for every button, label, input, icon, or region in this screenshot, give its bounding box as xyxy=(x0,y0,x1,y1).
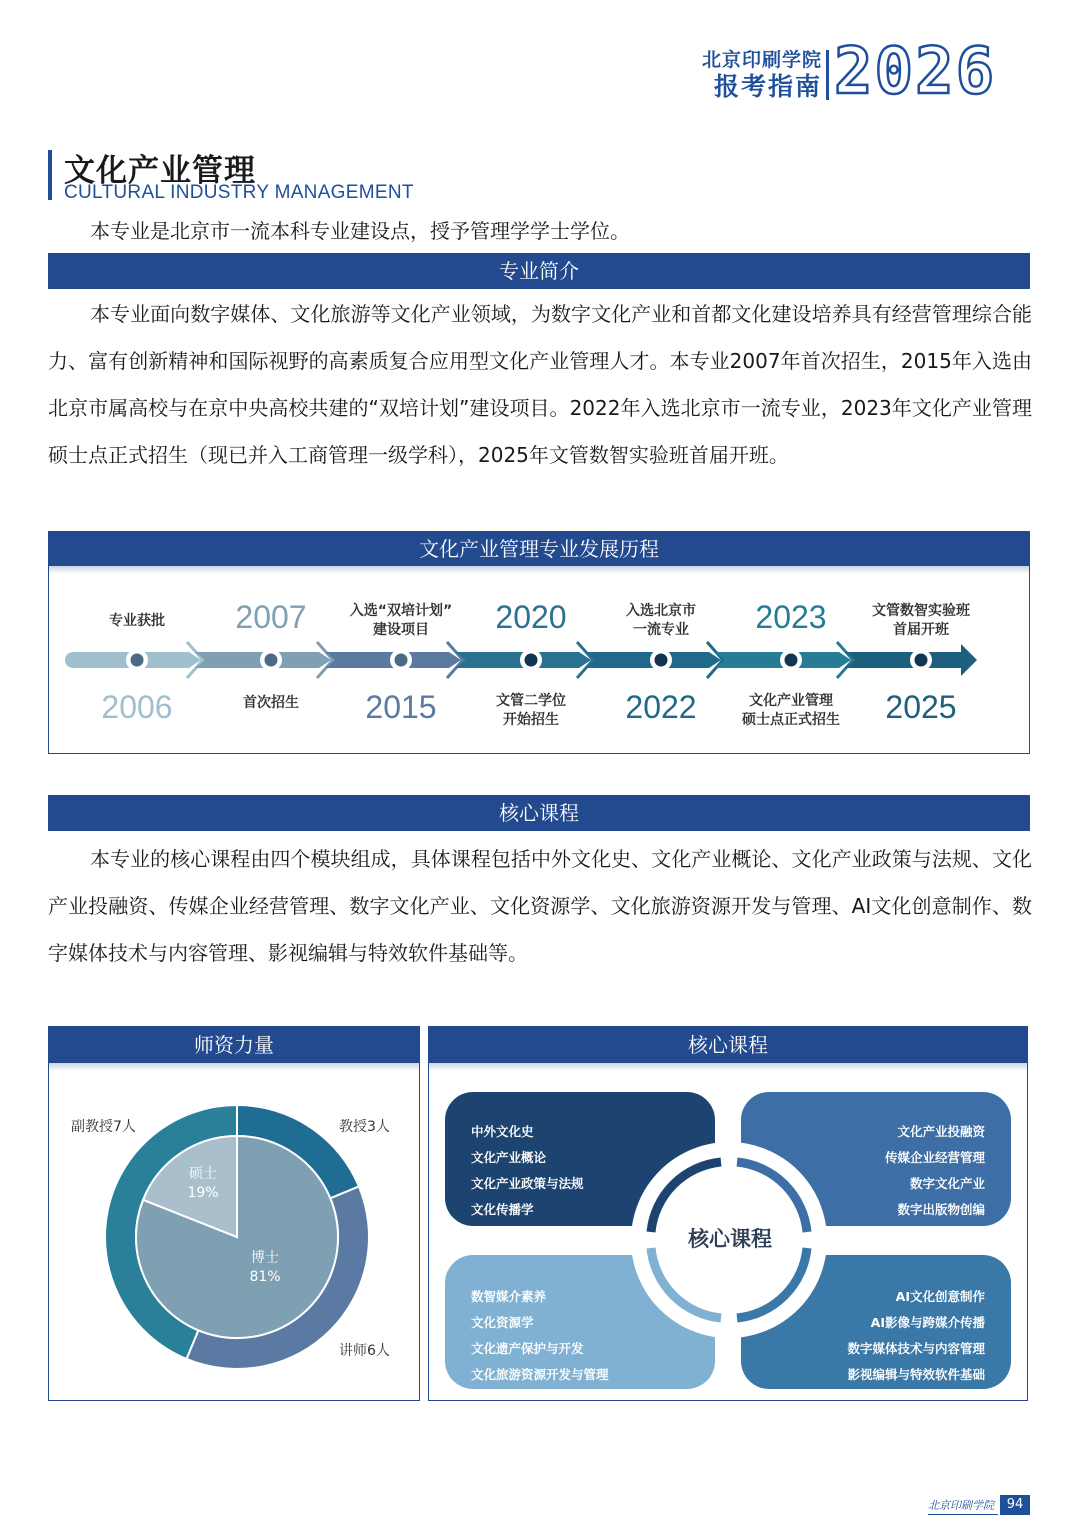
timeline-label-2020: 文管二学位 开始招生 xyxy=(496,693,566,728)
timeline-year-2007: 2007 xyxy=(235,599,307,635)
intro-body-paragraph: 本专业面向数字媒体、文化旅游等文化产业领域，为数字文化产业和首都文化建设培养具有经营管理综合能力、富有创新精神和国际视野的高素质复合应用型文化产业管理人才。本专业2007年首次招生，2015年入选由北京市属高校与在京中央高校共建的“双培计划”建设项目。2022年入选北京市一流专业，2023年文化产业管理硕士点正式招生（现已并入工商管理一级学科），2025年文管数智实验班首届开班。 xyxy=(48,302,1032,467)
timeline-label-2015: 入选“双培计划” 建设项目 xyxy=(349,603,453,638)
module-3-list xyxy=(445,1272,675,1400)
module-3-item: 文化资源学 xyxy=(471,1315,534,1330)
timeline-year-2025: 2025 xyxy=(885,689,957,725)
faculty-heading: 师资力量 xyxy=(49,1027,419,1063)
module-4-item: 影视编辑与特效软件基础 xyxy=(847,1367,985,1382)
section-heading-core: 核心课程 xyxy=(48,795,1030,831)
brand-divider xyxy=(826,50,829,100)
brand-guide-title: 报考指南 xyxy=(713,72,822,101)
pie-inner-phd-name: 博士 xyxy=(251,1250,279,1266)
faculty-panel xyxy=(48,1026,420,1401)
brand-year: 2026 xyxy=(834,35,997,109)
module-2-item: 数字文化产业 xyxy=(909,1176,985,1191)
timeline-year-2020: 2020 xyxy=(495,599,567,635)
module-2-item: 传媒企业经营管理 xyxy=(884,1150,985,1165)
timeline-node-dot xyxy=(131,654,144,667)
pie-inner-phd-percent: 81% xyxy=(249,1269,281,1285)
module-3-item: 文化旅游资源开发与管理 xyxy=(471,1367,609,1382)
timeline-label-2007: 首次招生 xyxy=(243,695,299,711)
module-2-item: 数字出版物创编 xyxy=(897,1202,985,1217)
page-title: 文化产业管理 xyxy=(64,153,256,189)
timeline-node-dot xyxy=(265,654,278,667)
module-2-item: 文化产业投融资 xyxy=(897,1124,985,1139)
pie-label-professor: 教授3人 xyxy=(339,1119,390,1135)
timeline-label-2025: 文管数智实验班 首届开班 xyxy=(872,603,970,638)
page-subtitle-en: CULTURAL INDUSTRY MANAGEMENT xyxy=(64,182,414,203)
intro-paragraph: 本专业是北京市一流本科专业建设点，授予管理学学士学位。 xyxy=(90,219,630,243)
header-brand xyxy=(700,35,1040,109)
timeline-node-dot xyxy=(915,654,928,667)
core-body-paragraph: 本专业的核心课程由四个模块组成，具体课程包括中外文化史、文化产业概论、文化产业政策与法规、文化产业投融资、传媒企业经营管理、数字文化产业、文化资源学、文化旅游资源开发与管理、AI文化创意制作、数字媒体技术与内容管理、影视编辑与特效软件基础等。 xyxy=(48,847,1032,965)
timeline-node-dot xyxy=(655,654,668,667)
module-3-item: 数智媒介素养 xyxy=(471,1289,547,1304)
timeline-panel xyxy=(48,531,1030,754)
section-heading-intro: 专业简介 xyxy=(48,253,1030,289)
module-4-item: AI文化创意制作 xyxy=(895,1289,985,1304)
footer-line xyxy=(928,1514,998,1515)
courses-heading: 核心课程 xyxy=(429,1027,1027,1063)
timeline-year-2022: 2022 xyxy=(625,689,697,725)
module-1-item: 文化产业概论 xyxy=(471,1150,547,1165)
timeline-year-2023: 2023 xyxy=(755,599,827,635)
module-4-item: 数字媒体技术与内容管理 xyxy=(847,1341,985,1356)
pie-inner-phd xyxy=(225,1249,305,1287)
courses-panel xyxy=(428,1026,1028,1401)
module-4-list xyxy=(781,1272,1011,1400)
pie-inner-master-name: 硕士 xyxy=(189,1166,217,1182)
module-2-list xyxy=(781,1107,1011,1235)
timeline-heading: 文化产业管理专业发展历程 xyxy=(49,532,1029,566)
timeline-node-dot xyxy=(395,654,408,667)
timeline-year-2006: 2006 xyxy=(101,689,173,725)
module-4-item: AI影像与跨媒介传播 xyxy=(870,1315,985,1330)
courses-center-title: 核心课程 xyxy=(688,1227,772,1251)
page-number: 94 xyxy=(1000,1495,1030,1515)
title-accent-bar xyxy=(48,150,52,200)
timeline-node-dot xyxy=(785,654,798,667)
timeline-label-2022: 入选北京市 一流专业 xyxy=(626,603,696,638)
module-1-item: 中外文化史 xyxy=(471,1124,534,1139)
pie-inner-master-percent: 19% xyxy=(187,1185,219,1201)
timeline-node-dot xyxy=(525,654,538,667)
module-1-list xyxy=(445,1107,675,1235)
brand-school-name: 北京印刷学院 xyxy=(701,49,822,71)
pie-label-lecturer: 讲师6人 xyxy=(339,1343,390,1359)
module-3-item: 文化遗产保护与开发 xyxy=(471,1341,584,1356)
brand-lines xyxy=(700,48,822,102)
pie-label-associate: 副教授7人 xyxy=(71,1119,136,1135)
footer-brand: 北京印刷学院 xyxy=(928,1499,994,1512)
pie-inner-master xyxy=(163,1165,243,1203)
timeline-year-2015: 2015 xyxy=(365,689,437,725)
timeline-label-2006: 专业获批 xyxy=(109,613,165,629)
module-1-item: 文化产业政策与法规 xyxy=(471,1176,584,1191)
module-1-item: 文化传播学 xyxy=(471,1202,534,1217)
timeline-label-2023: 文化产业管理 硕士点正式招生 xyxy=(742,693,840,728)
